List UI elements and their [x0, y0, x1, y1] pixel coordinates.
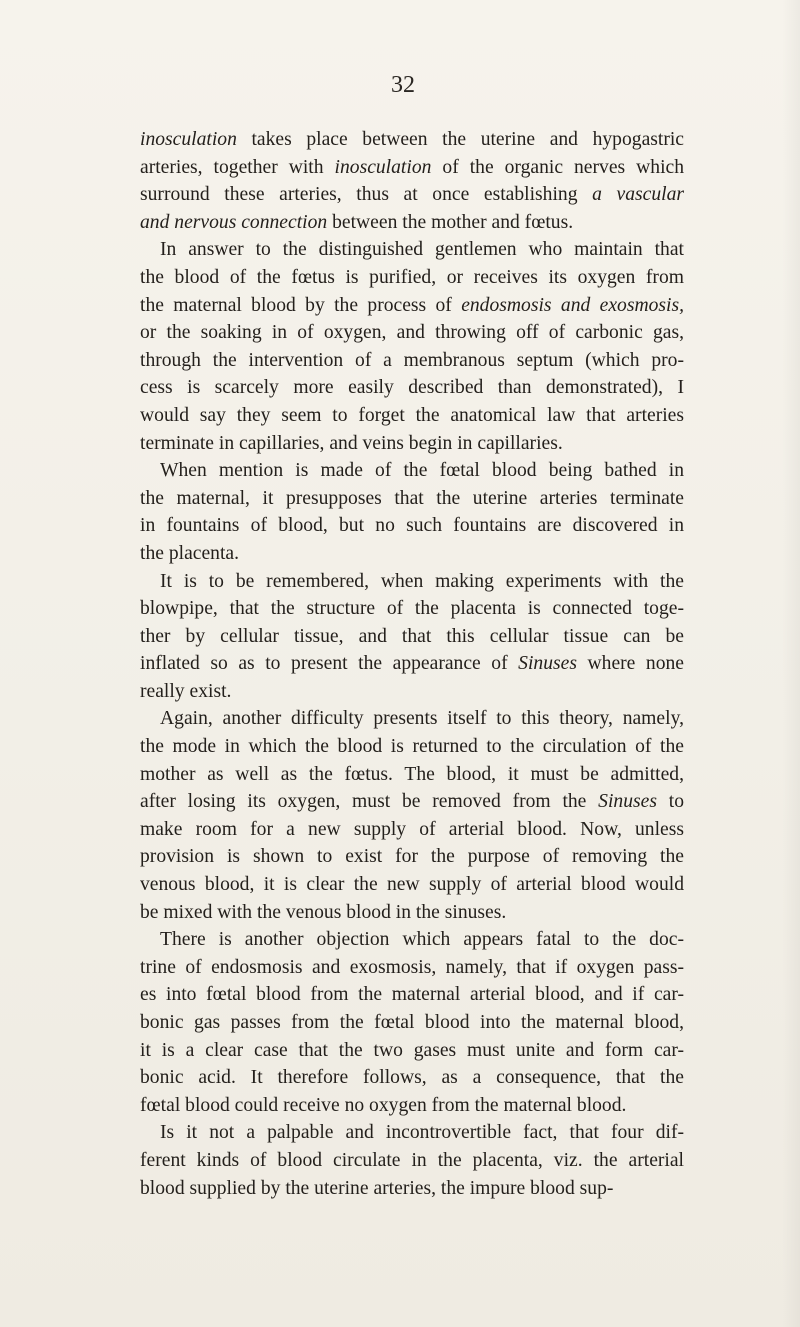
page-edge-shadow	[782, 0, 800, 1327]
text-line	[140, 1175, 684, 1203]
text-line	[140, 981, 684, 1009]
text-run: ferent kinds of blood circulate in the placenta, viz. the arterial	[140, 1149, 684, 1171]
italic-text: Sinuses	[598, 791, 657, 813]
italic-text: Sinuses	[518, 653, 577, 675]
text-run: ther by cellular tissue, and that this cellular tissue can be	[140, 625, 684, 647]
text-line	[140, 843, 684, 871]
text-run: blood supplied by the uterine arteries, the impure blood sup-	[140, 1177, 614, 1199]
text-run: There is another objection which appears fatal to the doc-	[160, 929, 684, 951]
text-run: be mixed with the venous blood in the sinuses.	[140, 901, 507, 923]
text-run: Is it not a palpable and incontrovertible fact, that four dif-	[160, 1122, 684, 1144]
text-line	[140, 402, 684, 430]
text-line	[140, 1009, 684, 1037]
text-line	[140, 871, 684, 899]
text-run: bonic gas passes from the fœtal blood into the maternal blood,	[140, 1012, 684, 1033]
text-run: between the mother and fœtus.	[327, 211, 574, 233]
text-line	[140, 899, 684, 927]
text-line	[140, 1064, 684, 1092]
text-run: Again, another difficulty presents itself to this theory, namely,	[160, 708, 684, 730]
text-line	[140, 595, 684, 623]
text-run: make room for a new supply of arterial blood. Now, unless	[140, 818, 684, 840]
text-run: the mode in which the blood is returned to the circulation of the	[140, 736, 684, 758]
text-run: trine of endosmosis and exosmosis, namely, that if oxygen pass-	[140, 956, 684, 978]
text-line	[140, 209, 684, 237]
text-run: arteries, together with	[140, 156, 335, 178]
page-number: 32	[391, 72, 415, 98]
text-run: the blood of the fœtus is purified, or receives its oxygen from	[140, 266, 684, 288]
text-line	[140, 292, 684, 320]
text-line	[140, 154, 684, 182]
text-line	[140, 126, 684, 154]
text-line	[140, 512, 684, 540]
text-run: blowpipe, that the structure of the placenta is connected toge-	[140, 598, 684, 620]
italic-text: and nervous connection	[140, 211, 328, 233]
text-run: es into fœtal blood from the maternal arterial blood, and if car-	[140, 984, 684, 1006]
text-run: to	[656, 791, 684, 813]
text-line	[140, 540, 684, 568]
text-line	[140, 1119, 684, 1147]
text-run: surround these arteries, thus at once establishing	[140, 184, 593, 206]
text-line	[140, 788, 684, 816]
text-line	[140, 1037, 684, 1065]
text-run: cess is scarcely more easily described than demonstrated), I	[140, 377, 684, 399]
text-line	[140, 430, 684, 458]
text-line	[140, 705, 684, 733]
text-line	[140, 347, 684, 375]
text-line	[140, 1092, 684, 1120]
text-run: In answer to the distinguished gentlemen who maintain that	[160, 239, 684, 261]
text-line	[140, 374, 684, 402]
italic-text: endosmosis and exosmosis,	[461, 294, 684, 316]
text-run: would say they seem to forget the anatomical law that arteries	[140, 404, 684, 426]
italic-text: inosculation	[140, 129, 237, 150]
text-run: or the soaking in of oxygen, and throwing off of carbonic gas,	[140, 322, 684, 344]
text-run: of the organic nerves which	[431, 156, 685, 178]
text-run: through the intervention of a membranous septum (which pro-	[140, 349, 684, 371]
text-line	[140, 457, 684, 485]
text-run: really exist.	[140, 680, 232, 702]
text-run: the maternal blood by the process of	[140, 294, 462, 316]
text-run: takes place between the uterine and hypogastric	[236, 129, 684, 150]
italic-text: a vascular	[592, 184, 684, 206]
text-line	[140, 319, 684, 347]
text-run: in fountains of blood, but no such fountains are discovered in	[140, 515, 684, 537]
text-line	[140, 264, 684, 292]
text-line	[140, 650, 684, 678]
text-run: bonic acid. It therefore follows, as a consequence, that the	[140, 1067, 684, 1089]
text-run: mother as well as the fœtus. The blood, it must be admitted,	[140, 763, 684, 785]
text-run: the placenta.	[140, 542, 240, 564]
text-run: terminate in capillaries, and veins begin in capillaries.	[140, 432, 563, 454]
text-run: fœtal blood could receive no oxygen from the maternal blood.	[140, 1094, 627, 1116]
text-line	[140, 236, 684, 264]
text-run: the maternal, it presupposes that the uterine arteries terminate	[140, 487, 684, 509]
text-run: provision is shown to exist for the purpose of removing the	[140, 846, 684, 868]
text-line	[140, 954, 684, 982]
text-line	[140, 926, 684, 954]
text-line	[140, 485, 684, 513]
text-run: When mention is made of the fœtal blood being bathed in	[160, 460, 684, 482]
text-line	[140, 761, 684, 789]
text-line	[140, 733, 684, 761]
text-line	[140, 568, 684, 596]
text-line	[140, 181, 684, 209]
text-run: It is to be remembered, when making experiments with the	[160, 570, 684, 592]
text-run: where none	[576, 653, 685, 675]
text-run: venous blood, it is clear the new supply of arterial blood would	[140, 874, 684, 896]
text-run: after losing its oxygen, must be removed from the	[140, 791, 599, 813]
text-run: inflated so as to present the appearance of	[140, 653, 519, 675]
text-line	[140, 623, 684, 651]
text-line	[140, 816, 684, 844]
body-text	[140, 126, 684, 1202]
italic-text: inosculation	[334, 156, 432, 178]
text-run: it is a clear case that the two gases must unite and form car-	[140, 1039, 684, 1061]
text-line	[140, 1147, 684, 1175]
text-line	[140, 678, 684, 706]
